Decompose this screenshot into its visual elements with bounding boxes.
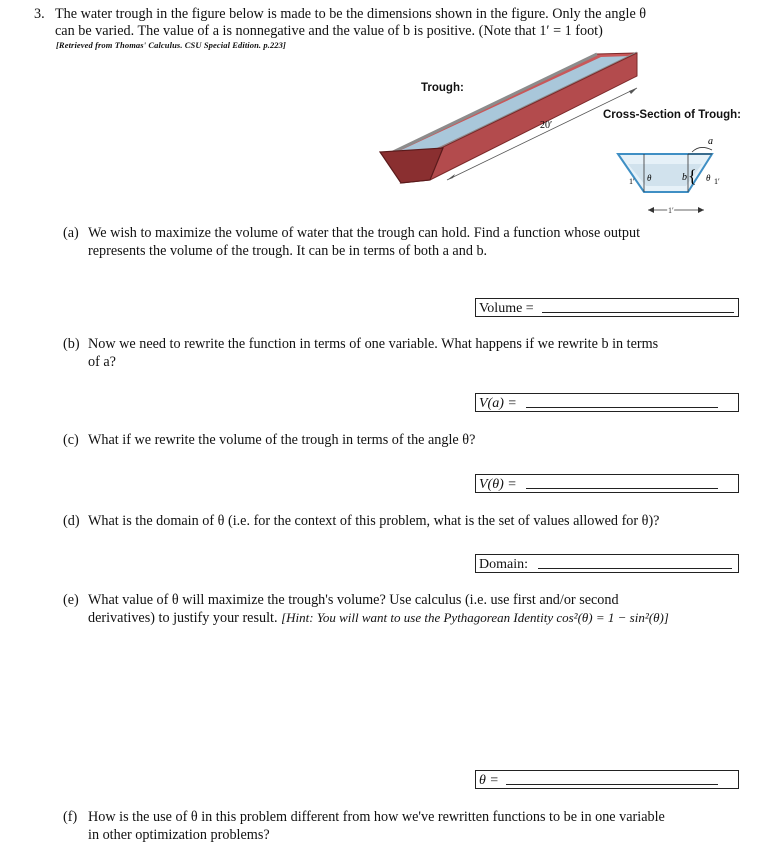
theta-left: θ bbox=[647, 173, 652, 183]
v-of-theta-answer-box[interactable] bbox=[475, 474, 739, 493]
volume-answer-line bbox=[542, 312, 734, 313]
problem-intro-line1: The water trough in the figure below is made to be the dimensions shown in the figure. Only the angle θ bbox=[55, 6, 647, 22]
trough-illustration bbox=[375, 48, 640, 188]
theta-right: θ bbox=[706, 173, 711, 183]
volume-answer-box[interactable] bbox=[475, 298, 739, 317]
length-label: 20′ bbox=[540, 120, 553, 131]
part-e-line1: What value of θ will maximize the trough's volume? Use calculus (i.e. use first and/or second bbox=[88, 592, 619, 608]
v-of-a-answer-box[interactable] bbox=[475, 393, 739, 412]
trough-label: Trough: bbox=[421, 82, 464, 94]
bottom-label: 1′ bbox=[668, 206, 674, 215]
part-f-label: (f) bbox=[63, 809, 78, 825]
part-c-line1: What if we rewrite the volume of the trough in terms of the angle θ? bbox=[88, 432, 476, 448]
citation: [Retrieved from Thomas' Calculus. CSU Special Edition. p.223] bbox=[56, 40, 286, 50]
theta-answer-box[interactable] bbox=[475, 770, 739, 789]
part-b-label: (b) bbox=[63, 336, 80, 352]
v-of-theta-answer-line bbox=[526, 488, 718, 489]
volume-answer-label: Volume = bbox=[479, 301, 534, 316]
domain-answer-label: Domain: bbox=[479, 557, 528, 572]
a-label: a bbox=[708, 136, 713, 147]
part-d-label: (d) bbox=[63, 513, 80, 529]
theta-answer-label: θ = bbox=[479, 773, 499, 788]
v-of-a-answer-line bbox=[526, 407, 718, 408]
cross-section-label: Cross-Section of Trough: bbox=[603, 109, 741, 121]
v-of-a-answer-label: V(a) = bbox=[479, 396, 517, 411]
cross-section-diagram bbox=[612, 136, 742, 216]
problem-intro-line2: can be varied. The value of a is nonnegative and the value of b is positive. (Note that 1′ = 1 foot) bbox=[55, 23, 603, 39]
b-label: b bbox=[682, 172, 687, 183]
side-right-label: 1′ bbox=[714, 177, 720, 186]
side-left-label: 1′ bbox=[629, 177, 635, 186]
part-e-line2-text: derivatives) to justify your result. bbox=[88, 610, 278, 626]
domain-answer-line bbox=[538, 568, 732, 569]
part-c-label: (c) bbox=[63, 432, 79, 448]
part-a-label: (a) bbox=[63, 225, 79, 241]
part-e-hint: [Hint: You will want to use the Pythagorean Identity cos²(θ) = 1 − sin²(θ)] bbox=[281, 610, 669, 625]
v-of-theta-answer-label: V(θ) = bbox=[479, 477, 517, 492]
theta-answer-line bbox=[506, 784, 718, 785]
b-brace: { bbox=[688, 166, 697, 186]
part-d-line1: What is the domain of θ (i.e. for the context of this problem, what is the set of values allowed for θ)? bbox=[88, 513, 660, 529]
problem-number: 3. bbox=[34, 6, 45, 22]
part-b-line1: Now we need to rewrite the function in terms of one variable. What happens if we rewrite b in terms bbox=[88, 336, 659, 352]
domain-answer-box[interactable] bbox=[475, 554, 739, 573]
part-e-line2 bbox=[88, 609, 669, 627]
part-b-line2: of a? bbox=[88, 354, 116, 370]
part-a-line2: represents the volume of the trough. It can be in terms of both a and b. bbox=[88, 243, 488, 259]
part-e-label: (e) bbox=[63, 592, 79, 608]
part-a-line1: We wish to maximize the volume of water that the trough can hold. Find a function whose output bbox=[88, 225, 641, 241]
part-f-line1: How is the use of θ in this problem different from how we've rewritten functions to be in one variable bbox=[88, 809, 665, 825]
part-f-line2: in other optimization problems? bbox=[88, 827, 270, 843]
a-brace bbox=[692, 147, 712, 152]
